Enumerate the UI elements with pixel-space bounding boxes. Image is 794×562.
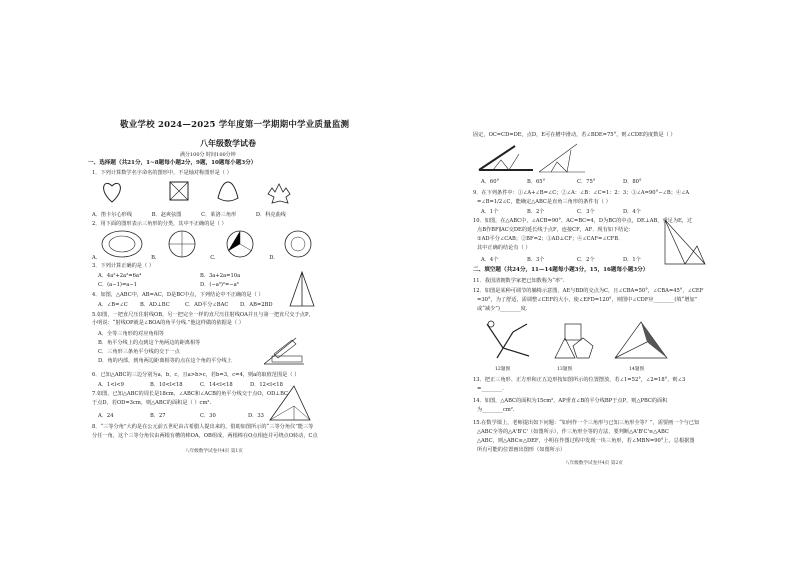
q3-option-d[interactable]: D．(−a³)²=−a⁶ xyxy=(200,282,239,288)
q3-option-b[interactable]: B．3a+2a=10a xyxy=(200,273,241,279)
q10-option-b[interactable]: B．3个 xyxy=(527,257,545,263)
q7-option-a[interactable]: A．24 xyxy=(98,413,114,419)
question-1: 1．下列计算数学名字命名的图形中，不是轴对称图形是（ ） xyxy=(92,170,232,176)
exam-title: 敬业学校 2024—2025 学年度第一学期期中学业质量监测 xyxy=(120,120,350,130)
q8-option-d[interactable]: D．80° xyxy=(623,179,642,185)
q7-option-d[interactable]: D．33 xyxy=(248,413,264,419)
question-6: 6．已知△ABC的三边分别为a，b，c，且a>b>c，若b=3，c=4，则a的取值范围是（ ） xyxy=(92,372,300,378)
q6-option-d[interactable]: D．12<l<18 xyxy=(250,382,283,388)
q7-option-b[interactable]: B．27 xyxy=(150,413,166,419)
q1-option-c[interactable]: C．莱洛三角形 xyxy=(201,212,237,218)
q6-option-c[interactable]: C．14<l<18 xyxy=(200,382,233,388)
question-13-line-2: =________. xyxy=(477,386,504,392)
q4-option-b[interactable]: B．AD⊥BC xyxy=(140,302,170,308)
q9-option-c[interactable]: C．3个 xyxy=(577,209,595,215)
question-7-line-2: 于点D，若OD=3cm，则△ABC的面积是（ ）cm². xyxy=(92,400,212,406)
q1-option-a[interactable]: A．笛卡尔心形线 xyxy=(92,212,133,218)
question-10-line-2: 点B作BF∥AC交DE的延长线于点F，连接CF，AF．现有如下结论： xyxy=(477,227,634,233)
q3-option-c[interactable]: C．(a−1)=a−1 xyxy=(98,282,138,288)
question-3: 3．下列计算正确的是（ ） xyxy=(92,263,155,269)
question-12-line-3: 或“减少”)________度. xyxy=(477,306,528,312)
question-10-line-1: 10．如图，在△ABC中，∠ACB=90°，AC=BC=4，D为BC的中点，DE⊥AB，垂足为E，过 xyxy=(473,218,693,224)
q2-option-a[interactable]: A. xyxy=(92,255,98,261)
q10-option-c[interactable]: C．2个 xyxy=(577,257,595,263)
q4-triangle-figure xyxy=(288,270,316,310)
question-8-line-3: 固定，OC=CD=DE，点D，E可在槽中滑动，若∠BDE=75°，则∠CDE的度数是（ ） xyxy=(473,132,676,138)
question-14-line-2: 为________cm². xyxy=(477,407,515,413)
q8-option-b[interactable]: B．65° xyxy=(527,179,546,185)
question-15-line-4: 所有可能的位置画出图形（如图所示） xyxy=(477,447,566,453)
q6-option-b[interactable]: B．10<l<18 xyxy=(150,382,183,388)
question-2: 2．用下面的图形表示三角形的分类，其中不正确的是（ ） xyxy=(92,221,227,227)
question-8-line-1: 8．“三等分角”大约是在公元前五世纪由古希腊人提出来的，借助如图所示的“三等分角仪”能三等 xyxy=(92,424,314,430)
triangle-class-circle-d xyxy=(285,231,311,257)
triangle-class-oval-a xyxy=(102,231,142,257)
q8-angle-figure xyxy=(537,142,587,174)
question-5-line-1: 5.如图，一把直尺压住射线OB，另一把完全一样的直尺压住射线OA并且与第一把直尺交于点P， xyxy=(92,312,314,318)
q2-options xyxy=(92,255,275,261)
q9-option-d[interactable]: D．4个 xyxy=(623,209,641,215)
q9-option-a[interactable]: A．1个 xyxy=(481,209,499,215)
q9-option-b[interactable]: B．2个 xyxy=(527,209,545,215)
q5-ruler-figure xyxy=(262,334,306,368)
question-10-line-4: 其中正确的结论有（ ） xyxy=(477,245,531,251)
page-footer-right: 八年级数学试卷共4页 第2页 xyxy=(565,461,623,466)
q5-option-c[interactable]: C．三角形三条角平分线的交于一点 xyxy=(98,349,180,355)
question-7-line-1: 7.如图，已知△ABC的周长是18cm，∠ABC和∠ACB的角平分线交于点O，OD⊥BC xyxy=(92,391,289,397)
q1-figures xyxy=(100,180,340,210)
question-9-line-2: =∠B=1/2∠C，能确定△ABC是直角三角形的条件有（ ） xyxy=(477,199,611,205)
q7-option-c[interactable]: C．30 xyxy=(200,413,216,419)
q7-triangle-figure xyxy=(268,384,312,424)
q4-option-d[interactable]: D．AB=2BD xyxy=(240,302,273,308)
question-13-line-1: 13．把正三角形、正方形和正五边形按如图所示的位置摆放，若∠1=52°，∠2=18°，则∠3 xyxy=(473,377,686,383)
q12-deckchair-figure xyxy=(483,318,533,362)
question-12-line-2: =30°，为了舒适，需调整∠CEF的大小，使∠EFD=120°，则图中∠CDF应________(填“增加” xyxy=(477,297,698,303)
q5-option-b[interactable]: B．角平分线上的点到这个角两边的距离相等 xyxy=(98,340,201,346)
q14-figure-label: 14题图 xyxy=(629,367,645,372)
q1-options xyxy=(92,211,286,218)
q13-polygons-figure xyxy=(547,318,597,362)
question-15-line-3: △ABC，则△ABC≌△DEF，小明在作图过程中发现一块三角形，若∠MBN=90°上，总根据图 xyxy=(477,438,695,444)
cardioid-figure xyxy=(104,183,121,202)
reuleaux-figure xyxy=(218,182,238,201)
exam-page-right xyxy=(397,0,794,562)
q10-option-a[interactable]: A．4个 xyxy=(481,257,499,263)
question-14-line-1: 14．如图，△ABC的面积为15cm²，AP垂直∠B的平分线BP于点P，则△PBC的面积 xyxy=(473,398,668,404)
page-footer-left: 八年级数学试卷共4页 第1页 xyxy=(185,449,243,454)
q4-option-c[interactable]: C．AD平分∠BAC xyxy=(185,302,229,308)
question-15-line-2: △ABC全等的△A'B'C'（如图所示），作三角形全等的方法，要判断△A'B'C'≌△ABC xyxy=(477,429,669,435)
q8-option-a[interactable]: A．60° xyxy=(481,179,500,185)
q5-option-d[interactable]: D．角的内部，到角两边距离相等的点在这个角的平分线上 xyxy=(98,358,232,364)
section-1-heading: 一、选择题（共21分，1~8题每小题2分，9题，10题每小题3分） xyxy=(88,160,257,166)
q2-option-d[interactable]: D. xyxy=(269,255,275,261)
q6-option-a[interactable]: A．1<l<9 xyxy=(98,382,124,388)
q1-option-d[interactable]: D．科克曲线 xyxy=(255,212,286,218)
question-4: 4．如图，△ABC中，AB=AC，D是BC中点，下列结论中不正确的是（ ） xyxy=(92,292,264,298)
q8-trisector-figure xyxy=(475,142,535,174)
exam-subtitle: 八年级数学试卷 xyxy=(200,138,256,148)
q8-option-c[interactable]: C．75° xyxy=(577,179,596,185)
question-9-line-1: 9．在下列条件中：①∠A+∠B=∠C；②∠A：∠B：∠C=1：2：3；③∠A=90°−∠B；④∠A xyxy=(473,190,690,196)
question-8-line-2: 分任一角，这个三等分角仪由两根有槽的棒OA，OB组成，两根棒在O点相连并可绕点O转动，C点 xyxy=(92,433,318,439)
q1-option-b[interactable]: B．赵爽弦图 xyxy=(151,212,182,218)
question-5-line-2: 小明说：“射线OP就是∠BOA的角平分线.”他这样做的依据是（ ） xyxy=(92,320,244,326)
q10-option-d[interactable]: D．1个 xyxy=(623,257,641,263)
q12-figure-label: 12题图 xyxy=(495,367,511,372)
q5-option-a[interactable]: A．全等三角形的对应角相等 xyxy=(98,331,164,337)
exam-meta: 满分100分 时间100分钟 xyxy=(180,152,236,158)
question-11: 11．我国清朝数学家把已知数称为“率”. xyxy=(473,278,565,284)
koch-curve-figure xyxy=(268,184,290,203)
section-2-heading: 二、填空题（共24分，11—14题每小题3分，15，16题每小题3分） xyxy=(473,267,649,273)
question-12-line-1: 12．如图是某种可调节的躺椅示意图，AE与BD的交点为C，且∠CBA=50°，∠CBA=45°，∠CEF xyxy=(473,288,704,294)
q2-option-c[interactable]: C. xyxy=(210,255,216,261)
q3-option-a[interactable]: A．4a²+2a²=6a⁴ xyxy=(98,273,142,279)
q4-option-a[interactable]: A．∠B=∠C xyxy=(98,302,128,308)
q14-triangle-figure xyxy=(611,318,671,362)
q13-figure-label: 13题图 xyxy=(557,367,573,372)
question-10-line-3: ①AD平分∠CAB；②BF=2；③AD⊥CF；④∠CAF=∠CFB． xyxy=(477,236,624,242)
q2-option-b[interactable]: B. xyxy=(151,255,157,261)
question-15-line-1: 15.在数学课上，老师提出如下问题：“如何作一个三角形与已知三角形全等？”，需要画一个与已知 xyxy=(473,420,700,426)
q10-triangle-figure xyxy=(661,216,707,268)
